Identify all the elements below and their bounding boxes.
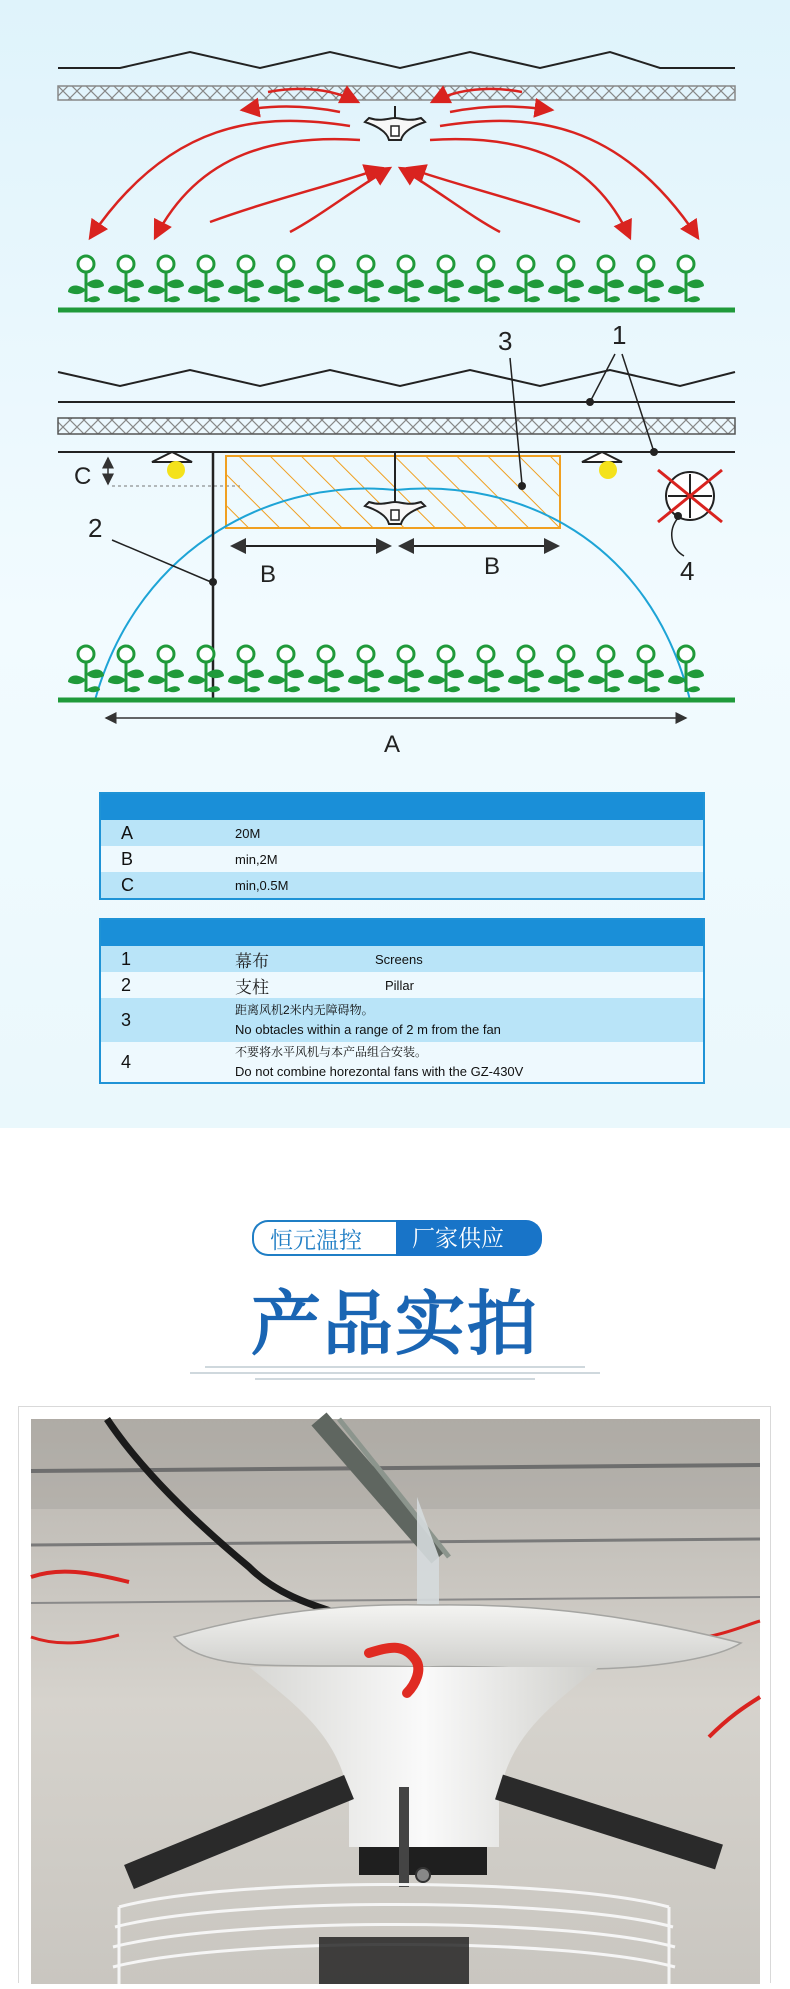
label-4: 4	[680, 556, 695, 586]
row-value: 20M	[235, 825, 261, 841]
dimensions-table-header	[101, 794, 703, 820]
label-a: A	[384, 731, 401, 758]
table-row	[101, 998, 703, 1042]
row-name-en: Screens	[375, 951, 423, 967]
row-key: B	[121, 848, 134, 869]
row-value: min,0.5M	[235, 877, 289, 893]
row-key: 4	[121, 1051, 132, 1072]
row-description	[235, 1043, 523, 1081]
table-row	[101, 846, 703, 872]
row-name-en: Pillar	[385, 977, 414, 993]
row-description-cn: 不要将水平风机与本产品组合安装。	[235, 1045, 428, 1059]
table-row	[101, 1042, 703, 1082]
row-description-en: No obtacles within a range of 2 m from the fan	[235, 1022, 501, 1037]
product-photo	[19, 1407, 772, 1984]
label-2: 2	[88, 513, 103, 543]
row-name-cn: 支柱	[235, 977, 269, 997]
tag-brand: 恒元温控	[252, 1220, 396, 1256]
table-row	[101, 872, 703, 898]
row-name-cn: 幕布	[235, 951, 269, 971]
product-photo-frame	[18, 1406, 771, 1983]
fine-print-decoration	[190, 1362, 600, 1384]
row-description-cn: 距离风机2米内无障碍物。	[235, 1003, 374, 1017]
parts-table	[99, 918, 705, 1084]
label-1: 1	[612, 320, 627, 350]
parts-table-header	[101, 920, 703, 946]
row-key: 2	[121, 974, 132, 995]
table-row	[101, 972, 703, 998]
table-row	[101, 820, 703, 846]
row-key: A	[121, 822, 134, 843]
label-b-left: B	[260, 561, 277, 588]
row-description	[235, 1001, 501, 1039]
row-description-en: Do not combine horezontal fans with the GZ-430V	[235, 1064, 524, 1079]
section-title: 产品实拍	[251, 1285, 539, 1363]
row-value: min,2M	[235, 851, 278, 867]
tag-supply: 厂家供应	[396, 1220, 542, 1256]
label-c: C	[74, 463, 92, 490]
label-3: 3	[498, 326, 513, 356]
brand-tags	[252, 1220, 542, 1256]
label-b-right: B	[484, 553, 501, 580]
row-key: C	[121, 874, 134, 895]
table-row	[101, 946, 703, 972]
row-key: 3	[121, 1009, 132, 1030]
row-key: 1	[121, 948, 132, 969]
dimensions-table	[99, 792, 705, 900]
